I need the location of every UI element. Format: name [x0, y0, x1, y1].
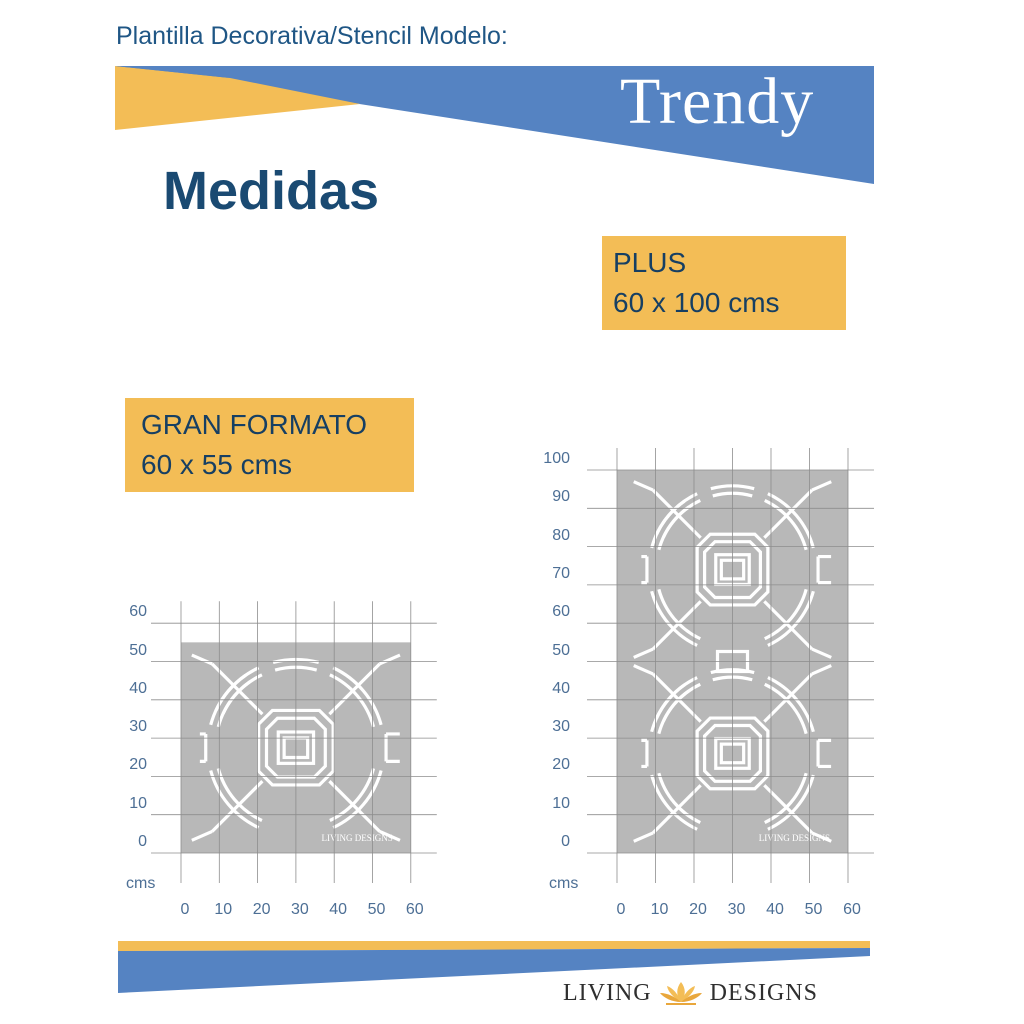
- x-tick-label: 10: [650, 901, 669, 918]
- x-tick-label: 0: [616, 901, 626, 918]
- y-tick-label: 20: [552, 756, 570, 774]
- y-tick-label: 60: [552, 603, 570, 621]
- x-tick-label: 30: [290, 901, 309, 918]
- y-tick-label: 100: [543, 450, 570, 467]
- y-tick-label: 50: [552, 641, 570, 659]
- x-tick-label: 30: [727, 901, 746, 918]
- x-tick-label: 60: [405, 901, 424, 918]
- x-tick-label: 40: [766, 901, 784, 918]
- size-dimensions-plus: 60 x 100 cms: [613, 287, 780, 318]
- x-tick-label: 20: [252, 901, 271, 918]
- stencil-watermark: LIVING DESIGNS: [321, 833, 393, 843]
- unit-label: cms: [549, 875, 579, 892]
- y-tick-label: 90: [552, 488, 570, 506]
- y-tick-label: 40: [129, 679, 147, 697]
- x-tick-label: 0: [180, 901, 190, 918]
- y-tick-label: 10: [552, 794, 570, 812]
- x-tick-label: 10: [214, 901, 233, 918]
- brand-logo: [563, 978, 818, 1008]
- y-tick-label: 20: [129, 756, 147, 774]
- header-label: Plantilla Decorativa/Stencil Modelo:: [116, 22, 508, 50]
- section-title: Medidas: [163, 161, 380, 221]
- y-tick-label: 0: [561, 833, 570, 850]
- y-tick-label: 30: [552, 718, 570, 736]
- y-tick-label: 60: [129, 603, 147, 621]
- x-tick-label: 20: [689, 901, 707, 918]
- unit-label: cms: [126, 875, 156, 892]
- y-tick-label: 10: [129, 794, 147, 812]
- size-name-plus: PLUS: [613, 247, 687, 278]
- lotus-icon: [658, 978, 704, 1008]
- y-tick-label: 80: [552, 526, 570, 544]
- x-tick-label: 50: [367, 901, 386, 918]
- stencil-watermark: LIVING DESIGNS: [758, 833, 830, 843]
- y-tick-label: 0: [138, 833, 147, 850]
- logo-text-left: LIVING: [563, 979, 652, 1006]
- size-name-gran-formato: GRAN FORMATO: [141, 409, 368, 440]
- y-tick-label: 40: [552, 679, 570, 697]
- y-tick-label: 70: [552, 564, 570, 582]
- x-tick-label: 50: [804, 901, 823, 918]
- size-dimensions-gran-formato: 60 x 55 cms: [141, 449, 292, 480]
- y-tick-label: 30: [129, 718, 147, 736]
- logo-text-right: DESIGNS: [709, 979, 818, 1006]
- x-tick-label: 60: [843, 901, 861, 918]
- model-name: Trendy: [620, 65, 815, 138]
- x-tick-label: 40: [329, 901, 348, 918]
- y-tick-label: 50: [129, 641, 147, 659]
